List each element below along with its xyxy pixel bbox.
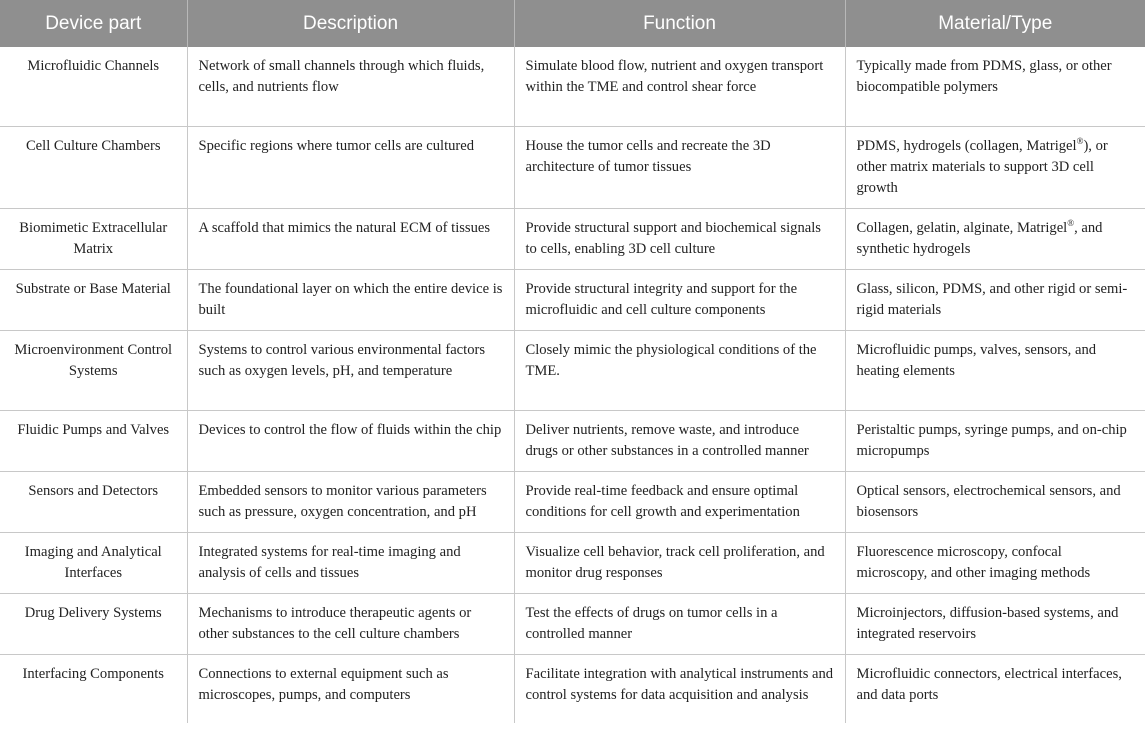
table-row: [0, 594, 1145, 655]
registered-mark: ®: [1067, 218, 1075, 229]
cell-device-part: Microfluidic Channels: [0, 47, 187, 127]
material-text: ), or other matrix materials to support 3D cell growth: [856, 138, 1108, 196]
header-material-type: Material/Type: [845, 0, 1145, 47]
table-row: [0, 472, 1145, 533]
cell-description: Embedded sensors to monitor various parameters such as pressure, oxygen concentration, and pH: [187, 472, 514, 533]
cell-function: Visualize cell behavior, track cell proliferation, and monitor drug responses: [514, 533, 845, 594]
cell-device-part: Drug Delivery Systems: [0, 594, 187, 655]
cell-material: Optical sensors, electrochemical sensors, and biosensors: [845, 472, 1145, 533]
table-row: [0, 411, 1145, 472]
cell-description: Mechanisms to introduce therapeutic agents or other substances to the cell culture chambers: [187, 594, 514, 655]
cell-material: Microfluidic connectors, electrical interfaces, and data ports: [856, 666, 1122, 703]
cell-description: A scaffold that mimics the natural ECM of tissues: [187, 209, 514, 270]
table-row: [0, 209, 1145, 270]
cell-function: Provide real-time feedback and ensure optimal conditions for cell growth and experimentation: [514, 472, 845, 533]
table-row: [0, 655, 1145, 724]
cell-function: Test the effects of drugs on tumor cells in a controlled manner: [514, 594, 845, 655]
cell-material: Typically made from PDMS, glass, or other biocompatible polymers: [845, 47, 1145, 127]
cell-device-part: Sensors and Detectors: [0, 472, 187, 533]
cell-function: Facilitate integration with analytical instruments and control systems for data acquisition and analysis: [514, 655, 845, 724]
table-row: [0, 127, 1145, 209]
table-row: [0, 270, 1145, 331]
cell-description: Connections to external equipment such as microscopes, pumps, and computers: [187, 655, 514, 724]
cell-device-part: Imaging and Analytical Interfaces: [0, 533, 187, 594]
cell-material: [845, 209, 1145, 270]
cell-material: Glass, silicon, PDMS, and other rigid or semi-rigid materials: [845, 270, 1145, 331]
material-text: Collagen, gelatin, alginate, Matrigel: [856, 220, 1068, 236]
header-description: Description: [187, 0, 514, 47]
cell-function: Provide structural integrity and support for the microfluidic and cell culture components: [514, 270, 845, 331]
cell-device-part: Cell Culture Chambers: [0, 127, 187, 209]
cell-material: Microfluidic pumps, valves, sensors, and heating elements: [845, 331, 1145, 411]
cell-material: [845, 127, 1145, 209]
cell-material: Peristaltic pumps, syringe pumps, and on-chip micropumps: [845, 411, 1145, 472]
table-header: [0, 0, 1145, 47]
cell-description: The foundational layer on which the entire device is built: [187, 270, 514, 331]
cell-description: Network of small channels through which fluids, cells, and nutrients flow: [187, 47, 514, 127]
registered-mark: ®: [1076, 136, 1084, 147]
table-row: [0, 331, 1145, 411]
cell-description: Specific regions where tumor cells are cultured: [187, 127, 514, 209]
cell-device-part: Microenvironment Control Systems: [0, 331, 187, 411]
cell-device-part: Fluidic Pumps and Valves: [0, 411, 187, 472]
cell-function: Closely mimic the physiological conditions of the TME.: [514, 331, 845, 411]
cell-function: Provide structural support and biochemical signals to cells, enabling 3D cell culture: [514, 209, 845, 270]
cell-device-part: Substrate or Base Material: [0, 270, 187, 331]
cell-device-part: Biomimetic Extracellular Matrix: [0, 209, 187, 270]
cell-function: Simulate blood flow, nutrient and oxygen transport within the TME and control shear force: [514, 47, 845, 127]
cell-description: Integrated systems for real-time imaging and analysis of cells and tissues: [187, 533, 514, 594]
table-row: [0, 533, 1145, 594]
cell-function: Deliver nutrients, remove waste, and introduce drugs or other substances in a controlled manner: [514, 411, 845, 472]
material-text: , and synthetic hydrogels: [856, 220, 1103, 257]
material-text: PDMS, hydrogels (collagen, Matrigel: [856, 138, 1077, 154]
cell-device-part: Interfacing Components: [0, 655, 187, 724]
cell-function: House the tumor cells and recreate the 3D architecture of tumor tissues: [514, 127, 845, 209]
table-row: [0, 47, 1145, 127]
cell-description: Devices to control the flow of fluids within the chip: [187, 411, 514, 472]
header-function: Function: [514, 0, 845, 47]
cell-description: Systems to control various environmental factors such as oxygen levels, pH, and temperature: [187, 331, 514, 411]
cell-material: Microinjectors, diffusion-based systems, and integrated reservoirs: [845, 594, 1145, 655]
header-device-part: Device part: [0, 0, 187, 47]
cell-material: Fluorescence microscopy, confocal microscopy, and other imaging methods: [845, 533, 1145, 594]
header-row: [0, 0, 1145, 47]
table-body: [0, 47, 1145, 723]
